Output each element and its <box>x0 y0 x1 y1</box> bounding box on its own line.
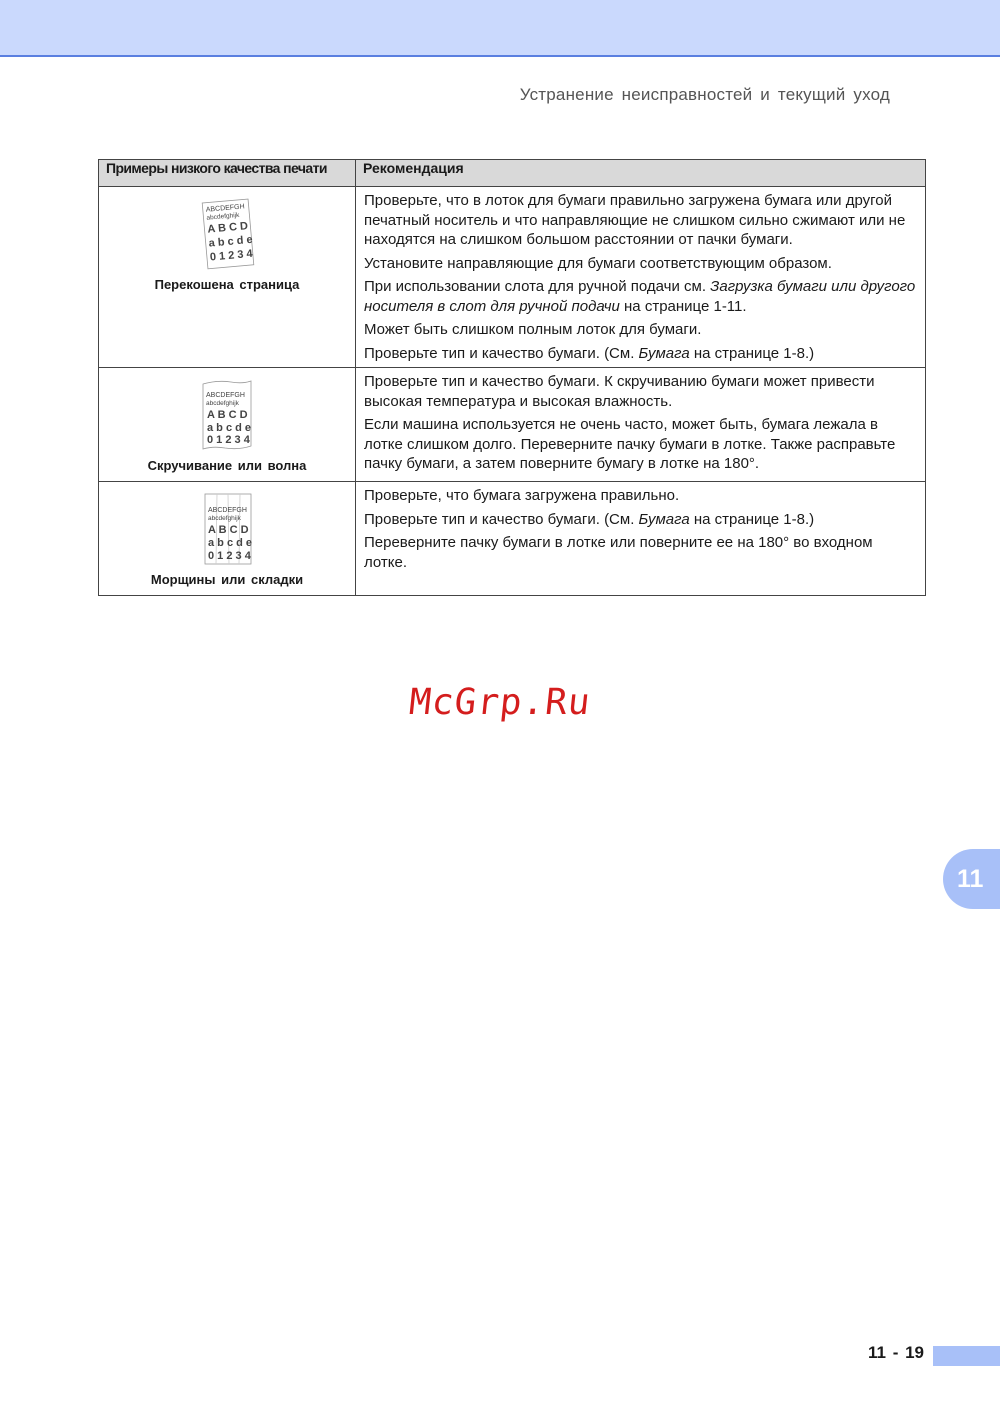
recommendation-text: Если машина используется не очень часто, может быть, бумага лежала в лотке слишком долго. Переверните пачку бумаги в лотке. Также расправьте пачку бумаги, а затем поверните бумагу в лотке на 180°. <box>364 416 896 472</box>
chapter-tab[interactable]: 11 <box>943 849 1000 909</box>
table-row <box>99 482 926 596</box>
sample-text-line: 0 1 2 3 4 <box>209 247 254 264</box>
sample-text-line: abcdefghijk <box>208 515 241 522</box>
sample-text-line: a b c d e <box>207 422 252 434</box>
recommendation-text-part: на странице 1-8.) <box>689 344 815 362</box>
recommendation-cell <box>356 482 926 596</box>
curled-page-sample-image <box>197 376 257 454</box>
recommendation-text: Проверьте, что в лоток для бумаги правильно загружена бумага или другой печатный носитель и что направляющие не слишком сильно сжимают или не находятся на слишком большом расстоянии от пачки бумаги. <box>364 192 906 248</box>
sample-text-line: A B C D <box>208 524 249 536</box>
table-row <box>99 187 926 368</box>
recommendation-cell <box>356 187 926 368</box>
recommendation-text-part: на странице 1-8.) <box>689 510 815 528</box>
example-caption: Скручивание или волна <box>147 458 307 473</box>
sample-text-line: a b c d e <box>208 233 254 250</box>
column-header-examples: Примеры низкого качества печати <box>99 160 356 187</box>
recommendation-text-part: Проверьте тип и качество бумаги. (См. <box>364 510 639 528</box>
example-cell-skewed <box>99 187 356 368</box>
skewed-page-sample-image <box>197 195 257 273</box>
sample-text-line: abcdefghijk <box>206 400 239 407</box>
footer-accent-bar <box>933 1346 1000 1366</box>
recommendation-text-part: При использовании слота для ручной подачи см. <box>364 278 711 295</box>
recommendation-text-part: Проверьте тип и качество бумаги. (См. <box>364 344 639 362</box>
print-quality-table <box>98 159 926 596</box>
recommendation-text-part: на странице 1-11. <box>619 297 747 315</box>
sample-text-line: abcdefghijk <box>206 211 240 222</box>
recommendation-text: Установите направляющие для бумаги соответствующим образом. <box>364 254 832 272</box>
sample-text-line: ABCDEFGH <box>205 203 245 214</box>
recommendation-text: Переверните пачку бумаги в лотке или поверните ее на 180° во входном лотке. <box>364 534 873 571</box>
recommendation-text: Проверьте тип и качество бумаги. К скручиванию бумаги может привести высокая температура и высокая влажность. <box>364 373 875 410</box>
example-caption: Перекошена страница <box>154 277 300 292</box>
watermark-text: McGrp.Ru <box>407 682 593 723</box>
recommendation-text: Может быть слишком полным лоток для бумаги. <box>364 321 702 338</box>
paper-reference-link: Бумага <box>638 344 690 362</box>
recommendation-text <box>364 510 917 530</box>
sample-text-line: A B C D <box>207 220 249 236</box>
sample-text-line: 0 1 2 3 4 <box>207 434 250 446</box>
recommendation-text <box>364 344 917 364</box>
recommendation-text: Проверьте, что бумага загружена правильно. <box>364 487 680 504</box>
example-cell-curl <box>99 368 356 482</box>
manual-feed-reference-link: Загрузка бумаги или другого носителя в слот для ручной подачи <box>364 278 916 315</box>
sample-text-line: 0 1 2 3 4 <box>208 550 251 562</box>
wrinkled-page-sample-image <box>197 490 257 568</box>
table-row <box>99 368 926 482</box>
table-header-row <box>99 160 926 187</box>
sample-text-line: A B C D <box>207 409 248 421</box>
sample-text-line: a b c d e <box>208 537 253 549</box>
paper-reference-link: Бумага <box>638 510 690 528</box>
page-header-title: Устранение неисправностей и текущий уход <box>519 85 890 104</box>
example-caption: Морщины или складки <box>150 572 304 587</box>
example-cell-wrinkles <box>99 482 356 596</box>
top-header-band <box>0 0 1000 57</box>
page-number: 11 - 19 <box>868 1343 924 1362</box>
sample-text-line: ABCDEFGH <box>208 507 247 514</box>
column-header-recommendation: Рекомендация <box>356 160 926 187</box>
recommendation-cell <box>356 368 926 482</box>
recommendation-text <box>364 277 917 316</box>
sample-text-line: ABCDEFGH <box>206 392 245 399</box>
